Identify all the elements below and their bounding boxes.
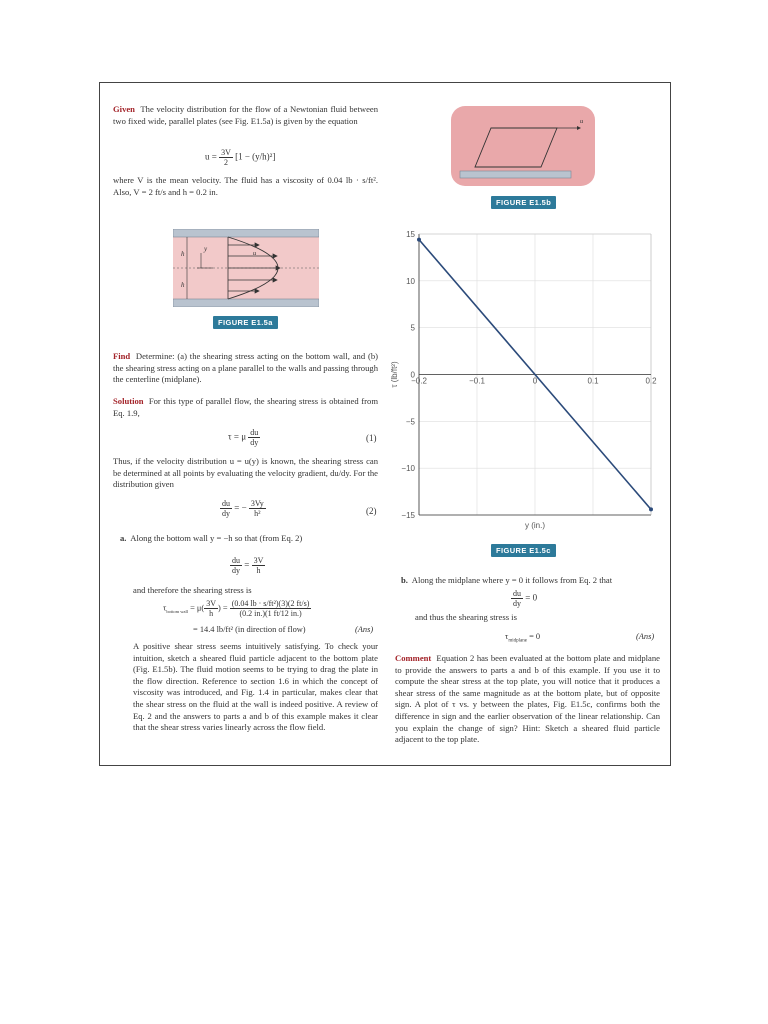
figure-e15a <box>173 229 319 307</box>
chart-y-axis-label: τ (lb/ft²) <box>390 361 399 388</box>
given-text: The velocity distribution for the flow of a Newtonian fluid between two fixed wide, parallel plates (see Fig. E1.5a) is given by the equation <box>113 104 379 126</box>
fig-a-y-label: y <box>204 245 208 253</box>
find-label: Find <box>113 351 131 361</box>
figure-e15b-label: FIGURE E1.5b <box>491 196 556 209</box>
x-tick-label: 0.2 <box>645 376 657 386</box>
solution-label: Solution <box>113 396 144 406</box>
fig-a-h-top-label: h <box>181 250 185 258</box>
part-b-intro: b. Along the midplane where y = 0 it follows from Eq. 2 that <box>401 575 613 585</box>
fig-a-h-bottom-label: h <box>181 281 185 289</box>
data-point <box>417 238 421 242</box>
y-tick-label: 5 <box>410 323 415 333</box>
solution-paragraph: Solution For this type of parallel flow, the shearing stress is obtained from Eq. 1.9, <box>113 396 378 418</box>
tau-bottom-wall-equation: $\tau_{bottom wall} = \mu$( $\frac{3V}{h}$ ) = $\frac{\text{(0.04 lb · s/ft²)(3)(2 ft/s)}}{(0.2 in.)(1 ft/12 in.)}$ <box>163 599 310 618</box>
part-a-discussion: A positive shear stress seems intuitively satisfying. To check your intuition, sketch a sheared fluid particle adjacent to the bottom plate (Fig. E1.5b). The fluid motion seems to be trying to drag the plate in the flow direction. Reference to section 1.6 in which the concept of viscosity was introduced, and Fig. 1.4 in particular, makes clear that the shear stress on the fluid at the wall is indeed positive. A review of Eq. 2 and the answers to parts a and b of this example makes it clear that the shear stress varies linearly across the flow field. <box>133 641 378 733</box>
x-tick-label: −0.1 <box>469 376 485 386</box>
y-tick-label: 10 <box>406 276 415 286</box>
part-a-ans: (Ans) <box>355 625 374 634</box>
y-tick-label: 15 <box>406 230 415 239</box>
chart-x-axis-label: y (in.) <box>525 521 545 530</box>
tau-midplane-equation: $\tau_{midplane} = 0$ <box>505 632 541 644</box>
part-a-shear-text: and therefore the shearing stress is <box>133 585 252 595</box>
given-paragraph <box>113 104 378 127</box>
equation-1-number: (1) <box>366 433 377 443</box>
figure-e15c-label: FIGURE E1.5c <box>491 544 556 557</box>
given-where-text: where V is the mean velocity. The fluid has a viscosity of 0.04 lb · s/ft². Also, V = 2 ft/s and h = 0.2 in. <box>113 175 378 197</box>
chart-ticks <box>401 230 657 520</box>
y-tick-label: −15 <box>401 511 415 520</box>
data-point <box>649 507 653 511</box>
part-a-gradient-equation: $\frac{du}{dy}$ = $\frac{3V}{h}$ <box>232 556 264 575</box>
part-b-gradient-equation: $\frac{du}{dy}$ = 0 <box>513 589 538 608</box>
part-b-ans: (Ans) <box>636 632 655 641</box>
y-tick-label: −10 <box>401 464 415 474</box>
x-tick-label: 0 <box>532 376 538 386</box>
x-tick-label: −0.2 <box>411 376 427 386</box>
equation-2-number: (2) <box>366 506 377 516</box>
y-tick-label: −5 <box>405 417 415 427</box>
thus-paragraph: Thus, if the velocity distribution u = u(y) is known, the shearing stress can be determined at all points by evaluating the velocity gradient, du/dy. For the distribution given <box>113 456 378 490</box>
equation-1: τ = μ $\frac{du}{dy}$ <box>228 428 259 447</box>
velocity-equation: u = $\frac{3V}{2}$ [1 − (y/h)²] <box>205 148 276 167</box>
shear-stress-chart <box>385 225 665 535</box>
tau-bottom-wall-result: = 14.4 lb/ft² (in direction of flow) <box>193 625 306 634</box>
part-a-intro: a. Along the bottom wall y = −h so that (from Eq. 2) <box>120 533 303 543</box>
y-tick-label: 0 <box>410 370 415 380</box>
figure-e15a-label: FIGURE E1.5a <box>213 316 278 329</box>
given-label: Given <box>113 104 135 114</box>
comment-label: Comment <box>395 653 432 663</box>
fig-a-u-label: u <box>253 250 257 257</box>
x-tick-label: 0.1 <box>587 376 599 386</box>
find-paragraph: Find Determine: (a) the shearing stress acting on the bottom wall, and (b) the shearing stress acting on a plane parallel to the walls and passing through the centerline (midplane). <box>113 351 378 385</box>
comment-paragraph: Comment Equation 2 has been evaluated at the bottom plate and midplane to provide the answers to parts a and b of this example. If you use it to compute the shear stress at the top plate, you will notice that it produces a shear stress of the same magnitude as at the bottom plate, but of opposite sign. A plot of τ vs. y between the plates, Fig. E1.5c, confirms both the difference in sign and the earlier observation of the linear relationship. Can you explain the change of sign? Hint: Sketch a sheared fluid particle adjacent to the top plate. <box>395 653 660 745</box>
part-b-shear-text: and thus the shearing stress is <box>415 612 517 622</box>
fig-b-u-label: u <box>580 118 584 125</box>
figure-e15b <box>451 106 595 186</box>
equation-2: $\frac{du}{dy}$ = − $\frac{3Vy}{\text{h²}}$ <box>222 499 264 518</box>
